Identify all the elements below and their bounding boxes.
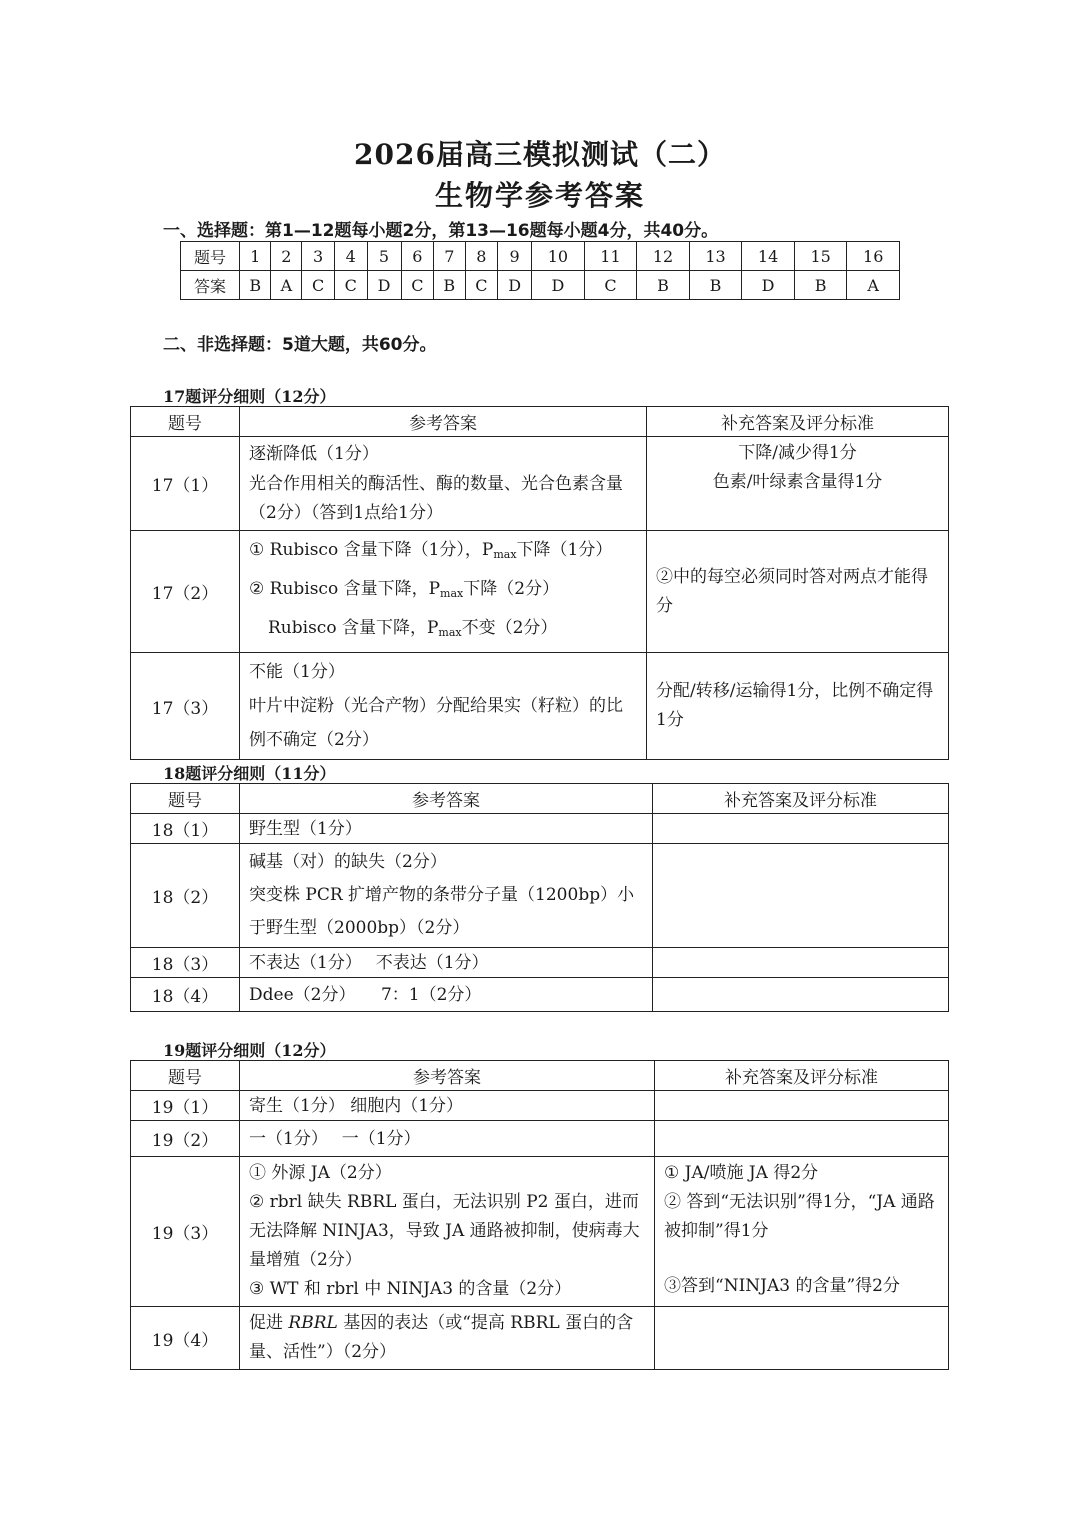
question-number: 19（4） (131, 1307, 240, 1370)
supplement-cell (653, 978, 949, 1012)
table-row (131, 531, 949, 653)
question-number-cell: 3 (302, 242, 335, 271)
supplement-cell (655, 1157, 949, 1307)
supplement-cell (653, 844, 949, 948)
choice-answer-row (181, 271, 900, 300)
table-row (131, 437, 949, 531)
question-number: 17（1） (131, 437, 240, 531)
answer-letter-cell: C (584, 271, 637, 300)
question-number: 18（2） (131, 844, 240, 948)
answer-text: ① Rubisco 含量下降（1分），P (249, 540, 494, 560)
section-nonchoice-heading: 二、非选择题：5道大题，共60分。 (163, 335, 437, 355)
header-answer: 参考答案 (240, 1061, 655, 1091)
answer-text: 不变（2分） (461, 618, 558, 638)
answer-letter-cell: D (367, 271, 401, 300)
answer-cell (240, 653, 647, 760)
question-number-cell: 1 (240, 242, 271, 271)
answer-letter-cell: C (401, 271, 434, 300)
page-title: 2026届高三模拟测试（二） (354, 138, 726, 171)
answer-text: 基因的表达（或“提高 RBRL 蛋白的含量、活性”）（2分） (249, 1313, 634, 1362)
table-row (131, 814, 949, 844)
header-qnum: 题号 (131, 407, 240, 437)
question-number-cell: 4 (334, 242, 367, 271)
answer-letter-cell: C (465, 271, 498, 300)
answer-letter-cell: D (742, 271, 795, 300)
q18-table (130, 783, 949, 1012)
question-number-cell: 2 (271, 242, 302, 271)
question-number-cell: 13 (689, 242, 742, 271)
q18-heading: 18题评分细则（11分） (163, 764, 336, 783)
question-number-cell: 9 (498, 242, 532, 271)
answer-letter-cell: A (271, 271, 302, 300)
header-supplement: 补充答案及评分标准 (655, 1061, 949, 1091)
subscript: max (440, 587, 464, 600)
answer-letter-cell: D (532, 271, 585, 300)
supplement-line: ② 答到“无法识别”得1分，“JA 通路被抑制”得1分 (664, 1192, 935, 1241)
table-row (131, 978, 949, 1012)
supplement-line: 色素/叶绿素含量得1分 (712, 472, 883, 492)
question-number-cell: 14 (742, 242, 795, 271)
q17-heading: 17题评分细则（12分） (163, 387, 336, 406)
question-number-cell: 11 (584, 242, 637, 271)
question-number: 17（3） (131, 653, 240, 760)
subscript: max (493, 548, 517, 561)
table-row (131, 653, 949, 760)
answer-line: 不能（1分） (249, 662, 345, 682)
supplement-cell (653, 948, 949, 978)
answer-text: 下降（1分） (516, 540, 613, 560)
supplement-line: ③答到“NINJA3 的含量”得2分 (664, 1276, 900, 1296)
answer-line: 光合作用相关的酶活性、酶的数量、光合色素含量（2分）（答到1点给1分） (249, 474, 623, 523)
answer-line: ② rbrl 缺失 RBRL 蛋白，无法识别 P2 蛋白，进而无法降解 NINJA3，导致 JA 通路被抑制，使病毒大量增殖（2分） (249, 1192, 640, 1270)
answer-text: 下降（2分） (463, 579, 560, 599)
question-number-cell: 12 (637, 242, 690, 271)
table-row (131, 1307, 949, 1370)
answer-cell: 不表达（1分） 不表达（1分） (240, 948, 653, 978)
table-row (131, 1157, 949, 1307)
q17-table (130, 406, 949, 760)
answer-line: 逐渐降低（1分） (249, 444, 379, 464)
answer-cell: Ddee（2分） 7：1（2分） (240, 978, 653, 1012)
answer-letter-cell: A (847, 271, 900, 300)
table-row (131, 948, 949, 978)
table-row (131, 1121, 949, 1157)
answer-letter-cell: B (794, 271, 847, 300)
question-number-cell: 15 (794, 242, 847, 271)
answer-cell: 野生型（1分） (240, 814, 653, 844)
row-label-question: 题号 (181, 242, 240, 271)
subscript: max (438, 626, 462, 639)
answer-letter-cell: B (689, 271, 742, 300)
answer-line: 碱基（对）的缺失（2分） (249, 852, 447, 872)
answer-line (249, 572, 637, 611)
answer-cell (240, 1307, 655, 1370)
answer-line: ① 外源 JA（2分） (249, 1163, 392, 1183)
answer-letter-cell: C (334, 271, 367, 300)
answer-letter-cell: D (498, 271, 532, 300)
header-qnum: 题号 (131, 784, 240, 814)
table-row (131, 844, 949, 948)
question-number-cell: 8 (465, 242, 498, 271)
question-number: 18（4） (131, 978, 240, 1012)
q19-heading: 19题评分细则（12分） (163, 1041, 336, 1060)
answer-line: 叶片中淀粉（光合产物）分配给果实（籽粒）的比例不确定（2分） (249, 696, 623, 750)
supplement-line: ① JA/喷施 JA 得2分 (664, 1163, 819, 1183)
question-number-cell: 5 (367, 242, 401, 271)
question-number-cell: 6 (401, 242, 434, 271)
choice-answer-table (180, 241, 900, 300)
header-supplement: 补充答案及评分标准 (653, 784, 949, 814)
table-row (131, 1091, 949, 1121)
answer-letter-cell: B (240, 271, 271, 300)
table-header-row (131, 1061, 949, 1091)
answer-cell: 寄生（1分） 细胞内（1分） (240, 1091, 655, 1121)
supplement-cell (653, 814, 949, 844)
question-number: 19（1） (131, 1091, 240, 1121)
choice-number-row (181, 242, 900, 271)
answer-cell (240, 531, 647, 653)
q19-table (130, 1060, 949, 1370)
header-answer: 参考答案 (240, 784, 653, 814)
answer-cell (240, 844, 653, 948)
answer-cell (240, 1157, 655, 1307)
answer-text: ② Rubisco 含量下降，P (249, 579, 441, 599)
answer-letter-cell: B (434, 271, 465, 300)
page-subtitle: 生物学参考答案 (434, 179, 645, 212)
question-number: 17（2） (131, 531, 240, 653)
header-qnum: 题号 (131, 1061, 240, 1091)
answer-line: ③ WT 和 rbrl 中 NINJA3 的含量（2分） (249, 1279, 572, 1299)
table-header-row (131, 784, 949, 814)
gene-name: RBRL (288, 1313, 338, 1333)
header-answer: 参考答案 (240, 407, 647, 437)
answer-letter-cell: B (637, 271, 690, 300)
row-label-answer: 答案 (181, 271, 240, 300)
supplement-cell: 分配/转移/运输得1分，比例不确定得1分 (647, 653, 949, 760)
answer-cell: 一（1分） 一（1分） (240, 1121, 655, 1157)
table-header-row (131, 407, 949, 437)
supplement-cell (655, 1307, 949, 1370)
question-number: 18（3） (131, 948, 240, 978)
question-number-cell: 16 (847, 242, 900, 271)
question-number-cell: 10 (532, 242, 585, 271)
answer-text: Rubisco 含量下降，P (268, 618, 439, 638)
question-number: 19（3） (131, 1157, 240, 1307)
answer-text: 促进 (249, 1313, 289, 1333)
supplement-cell (647, 437, 949, 531)
answer-letter-cell: C (302, 271, 335, 300)
question-number: 18（1） (131, 814, 240, 844)
question-number: 19（2） (131, 1121, 240, 1157)
header-supplement: 补充答案及评分标准 (647, 407, 949, 437)
supplement-cell: ②中的每空必须同时答对两点才能得分 (647, 531, 949, 653)
supplement-line: 下降/减少得1分 (738, 443, 857, 463)
answer-line (249, 611, 637, 650)
supplement-cell (655, 1091, 949, 1121)
answer-line (249, 533, 637, 572)
answer-cell (240, 437, 647, 531)
question-number-cell: 7 (434, 242, 465, 271)
answer-line: 突变株 PCR 扩增产物的条带分子量（1200bp）小于野生型（2000bp）（2分） (249, 885, 635, 938)
supplement-cell (655, 1121, 949, 1157)
section-choice-heading: 一、选择题：第1—12题每小题2分，第13—16题每小题4分，共40分。 (163, 221, 719, 241)
